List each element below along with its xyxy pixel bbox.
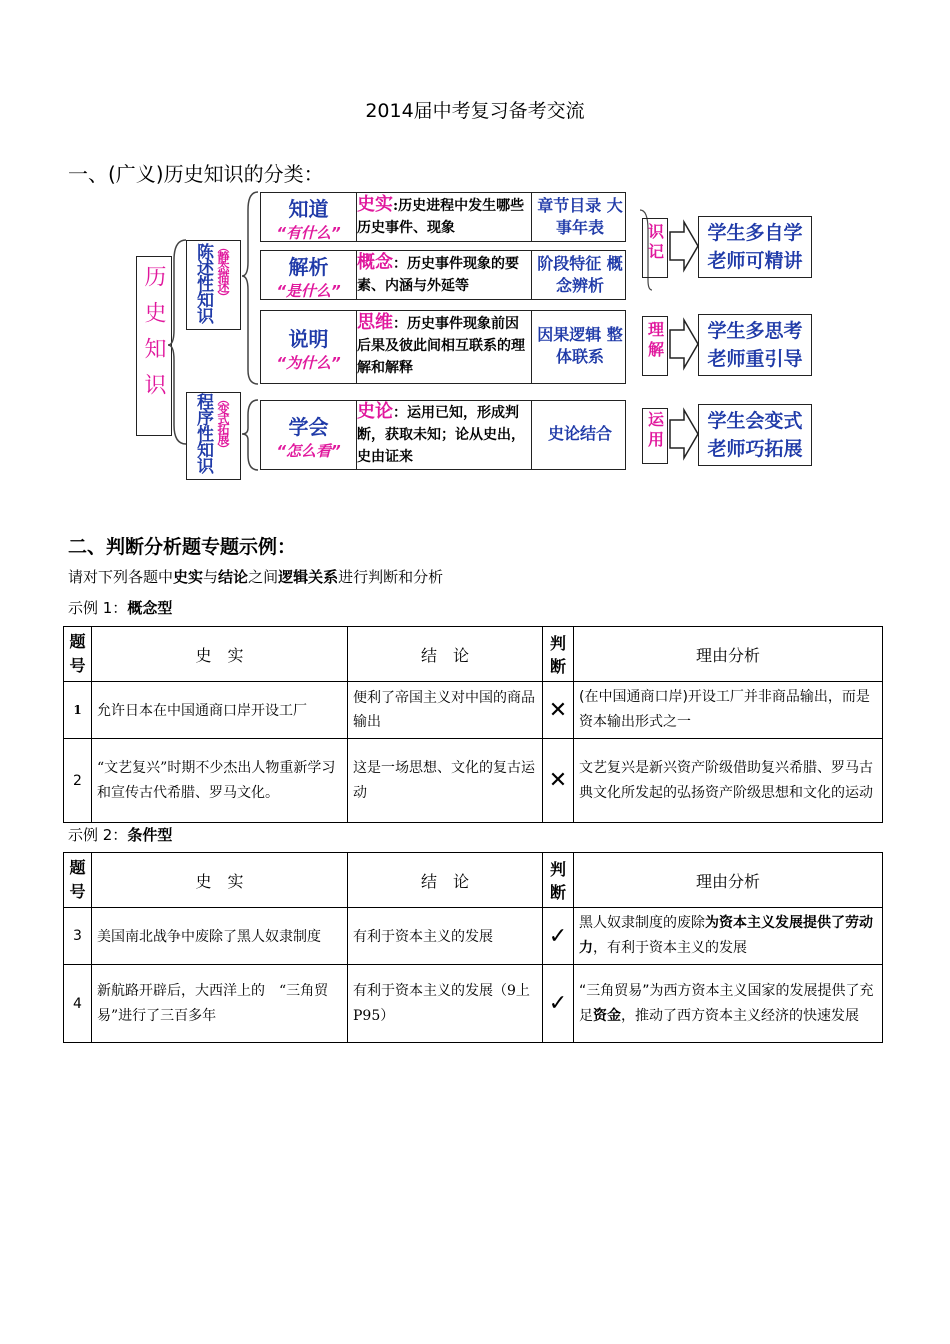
header-conclusion: 结 论 <box>348 627 543 682</box>
table-row: 2 “文艺复兴”时期不少杰出人物重新学习和宣传古代希腊、罗马文化。 这是一场思想、文化的复古运动 ✕ 文艺复兴是新兴资产阶级借助复兴希腊、罗马古典文化所发起的弘扬资产阶级思想和文化的运动 <box>64 739 883 823</box>
knowledge-row-3 <box>260 310 626 384</box>
row3-head: 说明 <box>288 327 329 351</box>
row4-tag: 史论结合 <box>547 424 612 443</box>
cross-icon: ✕ <box>543 739 574 823</box>
header-num: 题号 <box>64 627 92 682</box>
row3-tag: 因果逻辑 整体联系 <box>537 325 623 366</box>
row4-def: ：运用已知，形成判断，获取未知；论从史出，史由证来 <box>357 405 525 465</box>
row1-question: “有什么” <box>276 224 341 242</box>
instruction: 请对下列各题中史实与结论之间逻辑关系进行判断和分析 <box>68 568 444 586</box>
knowledge-diagram <box>0 0 950 490</box>
branch-procedural-note: （变式拓展） <box>216 393 230 453</box>
action-apply: 运用 <box>642 408 668 464</box>
result-box-2: 学生多思考 老师重引导 <box>698 314 812 376</box>
header-judge: 判断 <box>543 627 574 682</box>
example1-label: 示例 1：概念型 <box>68 599 173 617</box>
root-label: 历史知识 <box>141 265 166 409</box>
row3-question: “为什么” <box>276 354 341 372</box>
row3-def: ：历史事件现象前因后果及彼此间相互联系的理解和解释 <box>357 316 525 376</box>
section2-heading: 二、判断分析题专题示例： <box>68 536 297 558</box>
row2-key: 概念 <box>357 252 393 273</box>
table-row: 1 允许日本在中国通商口岸开设工厂 便利了帝国主义对中国的商品输出 ✕ (在中国通商口岸)开设工厂并非商品输出，而是资本输出形式之一 <box>64 682 883 739</box>
row4-head: 学会 <box>288 415 329 439</box>
example2-label: 示例 2：条件型 <box>68 826 173 844</box>
row2-question: “是什么” <box>276 282 341 300</box>
table-example1 <box>63 626 883 823</box>
section1-heading: 一、(广义)历史知识的分类： <box>68 162 324 186</box>
result-box-1: 学生多自学 老师可精讲 <box>698 216 812 278</box>
header-reason: 理由分析 <box>574 627 883 682</box>
knowledge-row-4 <box>260 400 626 470</box>
row2-tag: 阶段特征 概念辨析 <box>537 254 623 295</box>
branch-declarative-note: （静态描述） <box>216 241 230 301</box>
branch-declarative-box <box>186 240 241 330</box>
page-title: 2014届中考复习备考交流 <box>365 100 585 122</box>
table-row: 3 美国南北战争中废除了黑人奴隶制度 有利于资本主义的发展 ✓ 黑人奴隶制度的废除为资本主义发展提供了劳动力，有利于资本主义的发展 <box>64 908 883 965</box>
row4-key: 史论 <box>357 401 393 422</box>
branch-procedural-label: 程序性知识 <box>193 393 213 473</box>
check-icon: ✓ <box>543 965 574 1043</box>
row1-head: 知道 <box>288 197 329 221</box>
result-box-3: 学生会变式 老师巧拓展 <box>698 404 812 466</box>
row1-key: 史实 <box>357 194 393 215</box>
action-memorize: 识记 <box>642 218 668 278</box>
knowledge-row-1 <box>260 192 626 242</box>
row1-tag: 章节目录 大事年表 <box>537 196 623 237</box>
row2-head: 解析 <box>288 255 329 279</box>
action-understand: 理解 <box>642 316 668 376</box>
table-example2: 题号 史 实 结 论 判断 理由分析 3 美国南北战争中废除了黑人奴隶制度 有利于资本主义的发展 ✓ 黑人奴隶制度的废除为资本主义发展提供了劳动力，有利于资本主义的发展 4 新航路开辟后，大西洋上的 “三角贸易”进行了三百多年 有利于资本主义的发展（9上 P95） ✓ “三角贸易”为西方资本主义国家的发展提供了充足资金，推动了西方资本主义经济的快速发展 <box>63 852 883 1043</box>
cross-icon: ✕ <box>543 682 574 739</box>
check-icon: ✓ <box>543 908 574 965</box>
row4-question: “怎么看” <box>276 442 341 460</box>
knowledge-row-2 <box>260 250 626 300</box>
branch-declarative-label: 陈述性知识 <box>193 243 213 323</box>
table-row: 4 新航路开辟后，大西洋上的 “三角贸易”进行了三百多年 有利于资本主义的发展（9上 P95） ✓ “三角贸易”为西方资本主义国家的发展提供了充足资金，推动了西方资本主义经济的快速发展 <box>64 965 883 1043</box>
row1-def: :历史进程中发生哪些历史事件、现象 <box>357 198 525 236</box>
row2-def: ：历史事件现象的要素、内涵与外延等 <box>357 256 519 294</box>
row3-key: 思维 <box>357 312 393 333</box>
branch-procedural-box <box>186 392 241 480</box>
header-fact: 史 实 <box>92 627 348 682</box>
